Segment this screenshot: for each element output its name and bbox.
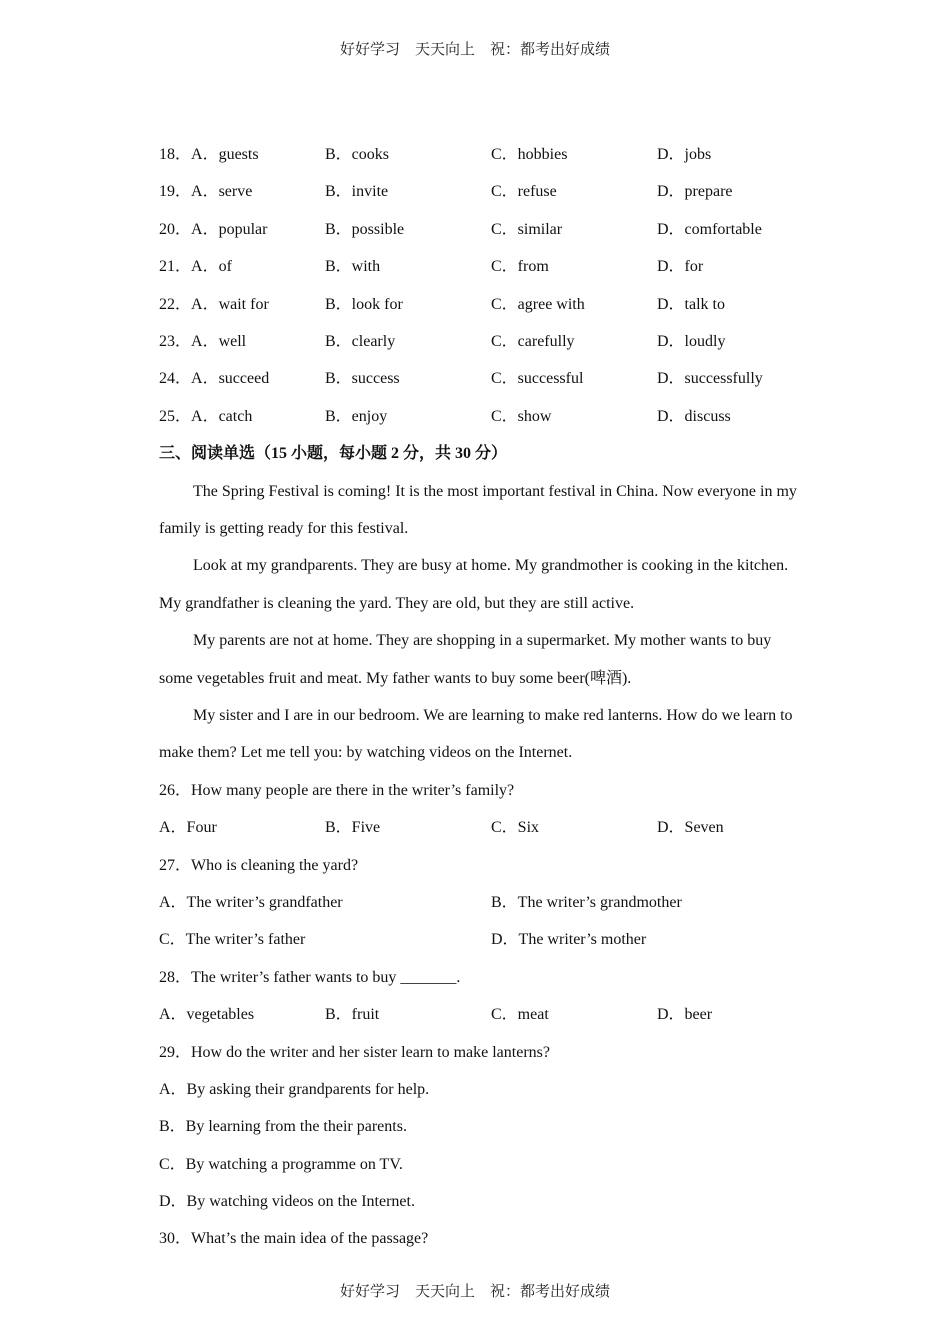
option-a: 24．A．succeed	[159, 370, 270, 388]
option-c: C．from	[491, 258, 549, 276]
cloze-row-21	[159, 248, 799, 285]
question-28-options	[159, 996, 799, 1033]
question-28-stem: 28．The writer’s father wants to buy _______.	[159, 968, 461, 986]
option-b: B．By learning from the their parents.	[159, 1118, 407, 1136]
question-29-stem: 29．How do the writer and her sister learn to make lanterns?	[159, 1043, 550, 1061]
question-26-options	[159, 809, 799, 846]
cloze-row-25	[159, 398, 799, 435]
option-b: B．success	[325, 370, 400, 388]
option-c: C．The writer’s father	[159, 931, 306, 949]
cloze-row-18	[159, 136, 799, 173]
option-a: 22．A．wait for	[159, 295, 269, 313]
cloze-row-20	[159, 211, 799, 248]
passage-paragraph-1: The Spring Festival is coming! It is the most important festival in China. Now everyone in my family is getting ready for this festival.	[159, 482, 797, 537]
option-b: B．look for	[325, 295, 403, 313]
option-d: D．for	[657, 258, 704, 276]
page-content	[159, 136, 799, 1258]
option-b: B．cooks	[325, 146, 390, 163]
option-c: C．similar	[491, 220, 563, 238]
option-d: D．discuss	[657, 407, 731, 425]
option-c: C．agree with	[491, 295, 585, 313]
passage-paragraph-4: My sister and I are in our bedroom. We are learning to make red lanterns. How do we learn to make them? Let me tell you: by watching videos on the Internet.	[159, 706, 793, 762]
option-a: A．The writer’s grandfather	[159, 893, 343, 911]
option-a: 18．A．guests	[159, 146, 259, 163]
option-d: D．prepare	[657, 183, 733, 201]
option-b: B．possible	[325, 220, 405, 238]
option-c: C．hobbies	[491, 146, 568, 163]
option-c: C．refuse	[491, 183, 557, 201]
option-a: A．vegetables	[159, 1006, 255, 1024]
option-a: A．Four	[159, 819, 217, 837]
option-a: 19．A．serve	[159, 183, 253, 201]
option-c: C．meat	[491, 1006, 549, 1024]
option-c: C．Six	[491, 819, 540, 837]
option-b: B．with	[325, 258, 381, 276]
option-a: 21．A．of	[159, 258, 232, 276]
passage-paragraph-2: Look at my grandparents. They are busy at home. My grandmother is cooking in the kitchen. My grandfather is cleaning the yard. They are old, but they are still active.	[159, 557, 789, 612]
question-26-stem: 26．How many people are there in the writer’s family?	[159, 781, 515, 799]
option-a: 20．A．popular	[159, 220, 268, 238]
question-27-options-row-1	[159, 884, 799, 921]
option-a: 23．A．well	[159, 332, 247, 350]
option-d: D．loudly	[657, 332, 726, 350]
option-a: 25．A．catch	[159, 407, 253, 425]
option-b: B．clearly	[325, 332, 396, 350]
passage-paragraph-3: My parents are not at home. They are shopping in a supermarket. My mother wants to buy some vegetables fruit and meat. My father wants to buy some beer(啤酒).	[159, 632, 772, 687]
section-title: 三、阅读单选（15 小题，每小题 2 分，共 30 分）	[159, 445, 508, 463]
cloze-row-24	[159, 360, 799, 397]
option-b: B．enjoy	[325, 407, 388, 425]
reading-passage	[159, 473, 799, 772]
option-c: C．successful	[491, 370, 584, 388]
cloze-row-22	[159, 286, 799, 323]
option-d: D．comfortable	[657, 220, 762, 238]
question-27-options-row-2	[159, 921, 799, 958]
page-footer: 好好学习 天天向上 祝：都考出好成绩	[339, 1282, 610, 1300]
option-c: C．By watching a programme on TV.	[159, 1155, 403, 1173]
option-d: D．successfully	[657, 370, 763, 388]
option-c: C．show	[491, 407, 552, 425]
option-d: D．beer	[657, 1006, 713, 1024]
cloze-row-23	[159, 323, 799, 360]
option-b: B．The writer’s grandmother	[491, 893, 682, 911]
option-a: A．By asking their grandparents for help.	[159, 1080, 430, 1098]
option-c: C．carefully	[491, 332, 575, 350]
question-30-stem: 30．What’s the main idea of the passage?	[159, 1230, 429, 1248]
question-27-stem: 27．Who is cleaning the yard?	[159, 856, 359, 874]
option-d: D．talk to	[657, 295, 725, 313]
option-b: B．invite	[325, 183, 389, 201]
cloze-row-19	[159, 173, 799, 210]
option-d: D．The writer’s mother	[491, 931, 647, 949]
option-b: B．fruit	[325, 1006, 380, 1024]
option-b: B．Five	[325, 819, 381, 837]
option-d: D．By watching videos on the Internet.	[159, 1193, 415, 1211]
option-d: D．Seven	[657, 819, 724, 837]
option-d: D．jobs	[657, 146, 712, 163]
page-header: 好好学习 天天向上 祝：都考出好成绩	[339, 40, 610, 58]
